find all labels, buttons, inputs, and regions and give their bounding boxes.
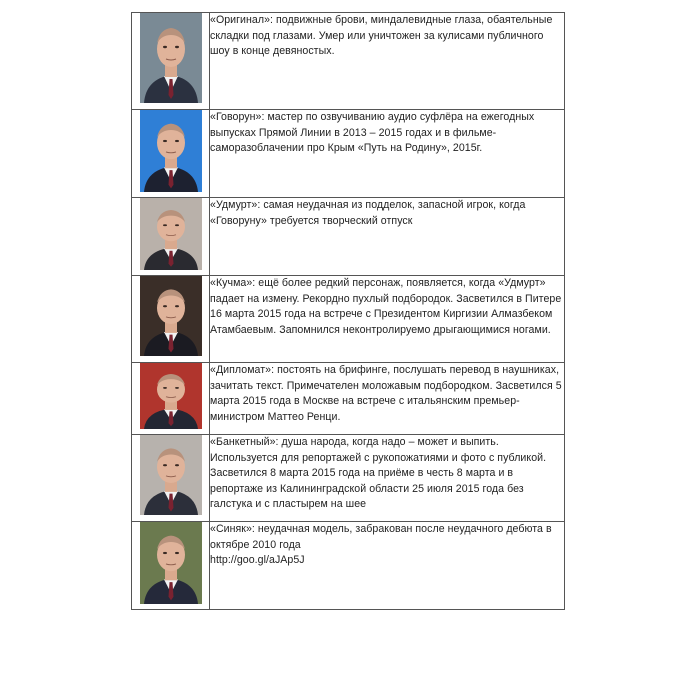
description-cell: «Дипломат»: постоять на брифинге, послушать перевод в наушниках, зачитать текст. Примечателен моложавым подбородком. Засветился 5 марта 2015 года в Москве на встрече с итальянским премьер-министром Маттео Ренци.	[210, 363, 565, 435]
portrait-image	[140, 13, 202, 103]
table-row	[132, 363, 565, 435]
portrait-photo	[140, 522, 202, 604]
table-row	[132, 110, 565, 198]
comparison-table	[131, 12, 565, 610]
portrait-image	[140, 522, 202, 604]
portrait-photo	[140, 276, 202, 356]
description-cell: «Говорун»: мастер по озвучиванию аудио суфлёра на ежегодных выпусках Прямой Линии в 2013 – 2015 годах и в фильме-саморазоблачении про Крым «Путь на Родину», 2015г.	[210, 110, 565, 198]
table-row	[132, 198, 565, 276]
photo-cell	[132, 435, 210, 522]
description-cell: «Кучма»: ещё более редкий персонаж, появляется, когда «Удмурт» падает на измену. Рекордно пухлый подбородок. Засветился в Питере 16 марта 2015 года на встрече с Президентом Киргизии Алмазбеком Атамбаевым. Запомнился неконтролируемо дрыгающимися ногами.	[210, 276, 565, 363]
portrait-photo	[140, 198, 202, 270]
photo-cell	[132, 363, 210, 435]
description-cell: «Синяк»: неудачная модель, забракован после неудачного дебюта в октябре 2010 года http://goo.gl/aJAp5J	[210, 522, 565, 610]
table-row	[132, 435, 565, 522]
portrait-image	[140, 276, 202, 356]
description-cell: «Удмурт»: самая неудачная из подделок, запасной игрок, когда «Говоруну» требуется творческий отпуск	[210, 198, 565, 276]
portrait-photo	[140, 13, 202, 103]
portrait-image	[140, 198, 202, 270]
photo-cell	[132, 198, 210, 276]
portrait-image	[140, 110, 202, 192]
portrait-image	[140, 363, 202, 429]
photo-cell	[132, 276, 210, 363]
table-row	[132, 276, 565, 363]
photo-cell	[132, 110, 210, 198]
description-cell: «Банкетный»: душа народа, когда надо – может и выпить. Используется для репортажей с рукопожатиями и фото с публикой. Засветился 8 марта 2015 года на приёме в честь 8 марта и в репортаже из Калининградской области 25 июля 2015 года без галстука и с пластырем на шее	[210, 435, 565, 522]
portrait-photo	[140, 435, 202, 515]
table-row	[132, 522, 565, 610]
portrait-photo	[140, 110, 202, 192]
description-cell: «Оригинал»: подвижные брови, миндалевидные глаза, обаятельные складки под глазами. Умер или уничтожен за кулисами публичного шоу в конце девяностых.	[210, 13, 565, 110]
table-row	[132, 13, 565, 110]
photo-cell	[132, 522, 210, 610]
portrait-photo	[140, 363, 202, 429]
portrait-image	[140, 435, 202, 515]
photo-cell	[132, 13, 210, 110]
